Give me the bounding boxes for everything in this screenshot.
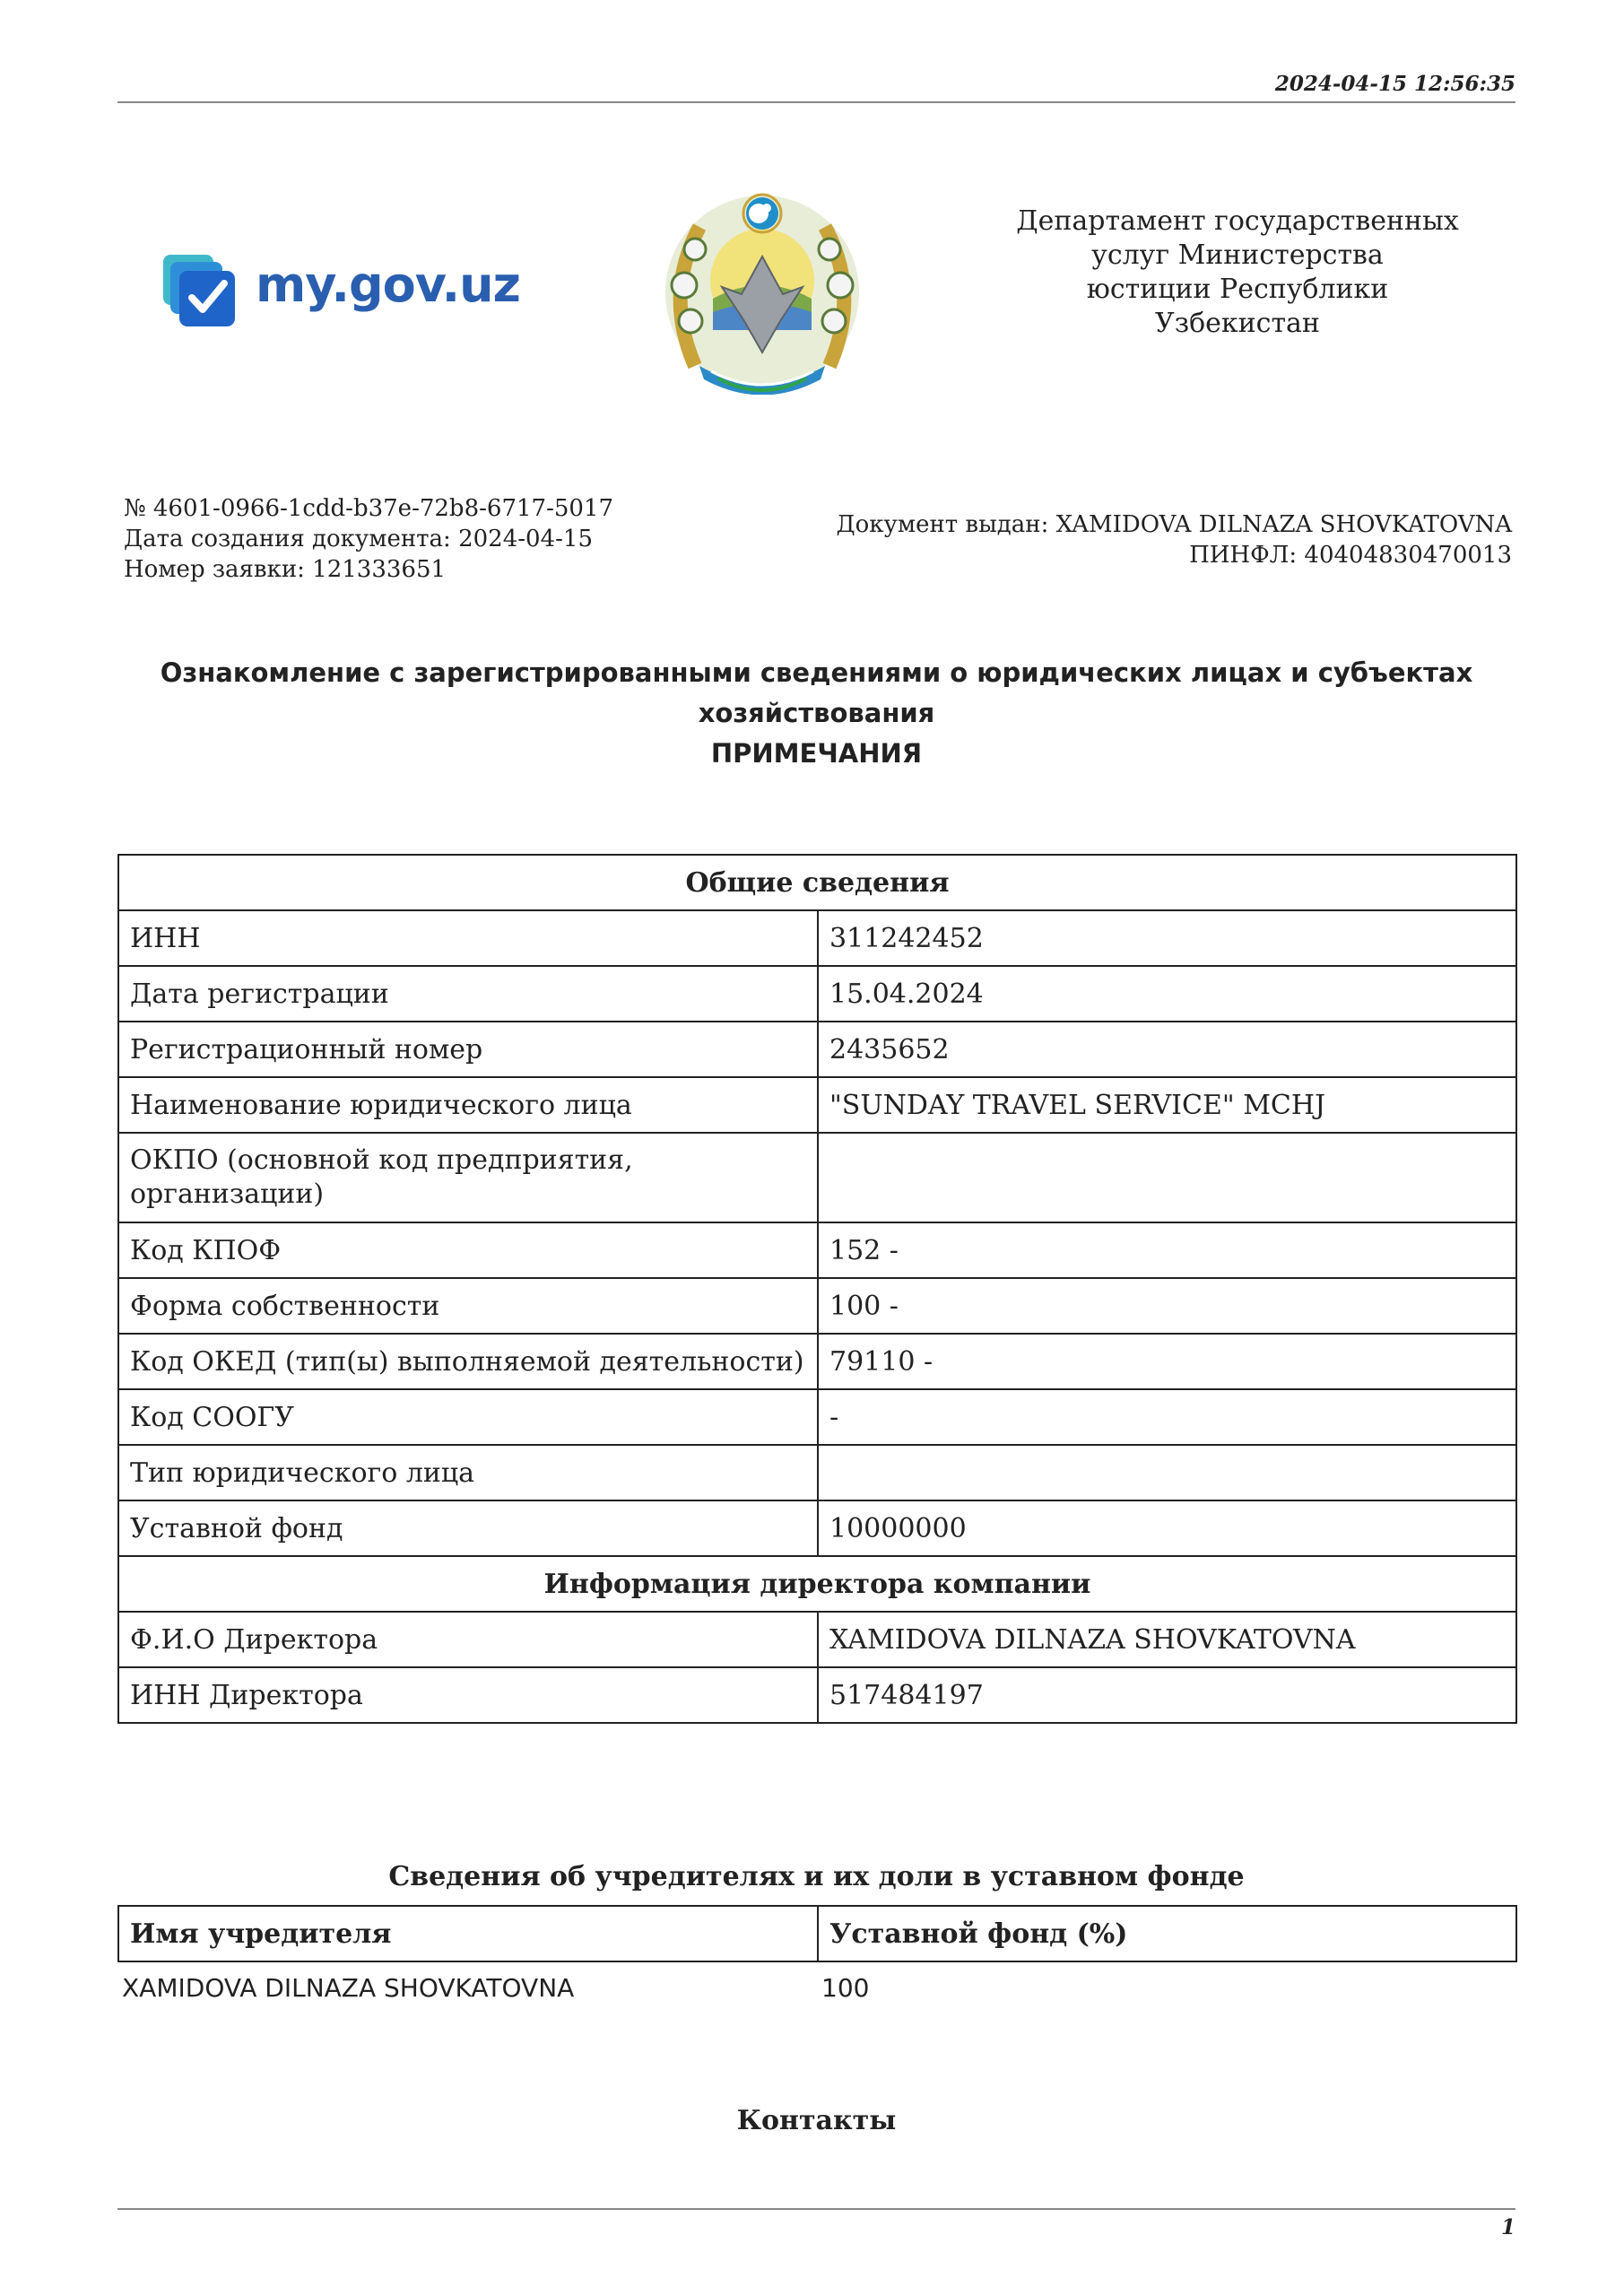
field-value: 517484197 [818,1667,1516,1723]
table-row [118,1667,1516,1723]
field-value: - [818,1389,1516,1445]
column-header: Уставной фонд (%) [818,1906,1516,1961]
founder-name: XAMIDOVA DILNAZA SHOVKATOVNA [122,1972,575,2003]
mygov-logo [161,251,520,332]
title-line: хозяйствования [698,698,935,728]
field-label: Уставной фонд [118,1500,818,1556]
column-header: Имя учредителя [118,1906,818,1961]
field-value: XAMIDOVA DILNAZA SHOVKATOVNA [818,1612,1516,1667]
recipient-meta [837,509,1513,570]
table-row [118,1222,1516,1278]
table-row [118,1278,1516,1334]
table-row [118,1133,1516,1222]
document-meta [124,493,613,585]
department-line: услуг Министерства [1091,239,1384,271]
title-line: Ознакомление с зарегистрированными сведениями о юридических лицах и субъектах [160,657,1473,688]
table-row [118,1500,1516,1556]
field-value [818,1133,1516,1222]
header-divider [117,101,1515,103]
document-timestamp: 2024-04-15 12:56:35 [1274,72,1515,96]
table-row [118,1961,1516,2013]
department-name [995,204,1480,341]
table-row [118,966,1516,1022]
field-label: ОКПО (основной код предприятия, организации) [118,1133,818,1222]
document-title [117,653,1515,774]
footer-divider [117,2208,1515,2210]
founders-title: Сведения об учредителях и их доли в уставном фонде [388,1861,1245,1892]
logo-text: my.gov.uz [256,257,520,313]
field-value: 100 - [818,1278,1516,1334]
table-row [118,1334,1516,1389]
field-value: 79110 - [818,1334,1516,1389]
table-row [118,1022,1516,1077]
general-info-heading: Общие сведения [118,855,1516,910]
title-subheading: ПРИМЕЧАНИЯ [710,738,923,769]
field-label: ИНН Директора [118,1667,818,1723]
field-value: 2435652 [818,1022,1516,1077]
table-row [118,910,1516,966]
table-row [118,1612,1516,1667]
page-number: 1 [1500,2215,1515,2239]
field-label: Наименование юридического лица [118,1077,818,1133]
contacts-title: Контакты [736,2105,897,2136]
checkbox-logo-icon [161,251,251,332]
field-value: 10000000 [818,1500,1516,1556]
field-label: ИНН [118,910,818,966]
field-label: Тип юридического лица [118,1445,818,1500]
table-row [118,1389,1516,1445]
field-label: Дата регистрации [118,966,818,1022]
document-number: № 4601-0966-1cdd-b37e-72b8-6717-5017 [124,495,614,522]
field-value: 15.04.2024 [818,966,1516,1022]
field-value: 152 - [818,1222,1516,1278]
issued-to: Документ выдан: XAMIDOVA DILNAZA SHOVKATOVNA [836,511,1512,538]
director-info-heading: Информация директора компании [118,1556,1516,1612]
field-label: Код ОКЕД (тип(ы) выполняемой деятельности) [118,1334,818,1389]
department-line: Департамент государственных [1016,205,1459,237]
pinfl: ПИНФЛ: 40404830470013 [1189,542,1512,569]
founder-share: 100 [821,1972,870,2003]
table-row [118,1445,1516,1500]
general-info-table [117,854,1517,1724]
table-row [118,1077,1516,1133]
field-label: Регистрационный номер [118,1022,818,1077]
founders-table [117,1905,1517,2013]
field-label: Код СООГУ [118,1389,818,1445]
request-number: Номер заявки: 121333651 [124,556,447,583]
field-value: "SUNDAY TRAVEL SERVICE" MCHJ [818,1077,1516,1133]
field-label: Форма собственности [118,1278,818,1334]
field-value [818,1445,1516,1500]
field-value: 311242452 [818,910,1516,966]
department-line: Узбекистан [1155,308,1320,339]
document-created-date: Дата создания документа: 2024-04-15 [124,526,593,552]
field-label: Код КПОФ [118,1222,818,1278]
state-emblem [659,187,865,395]
department-line: юстиции Республики [1086,274,1389,305]
field-label: Ф.И.О Директора [118,1612,818,1667]
